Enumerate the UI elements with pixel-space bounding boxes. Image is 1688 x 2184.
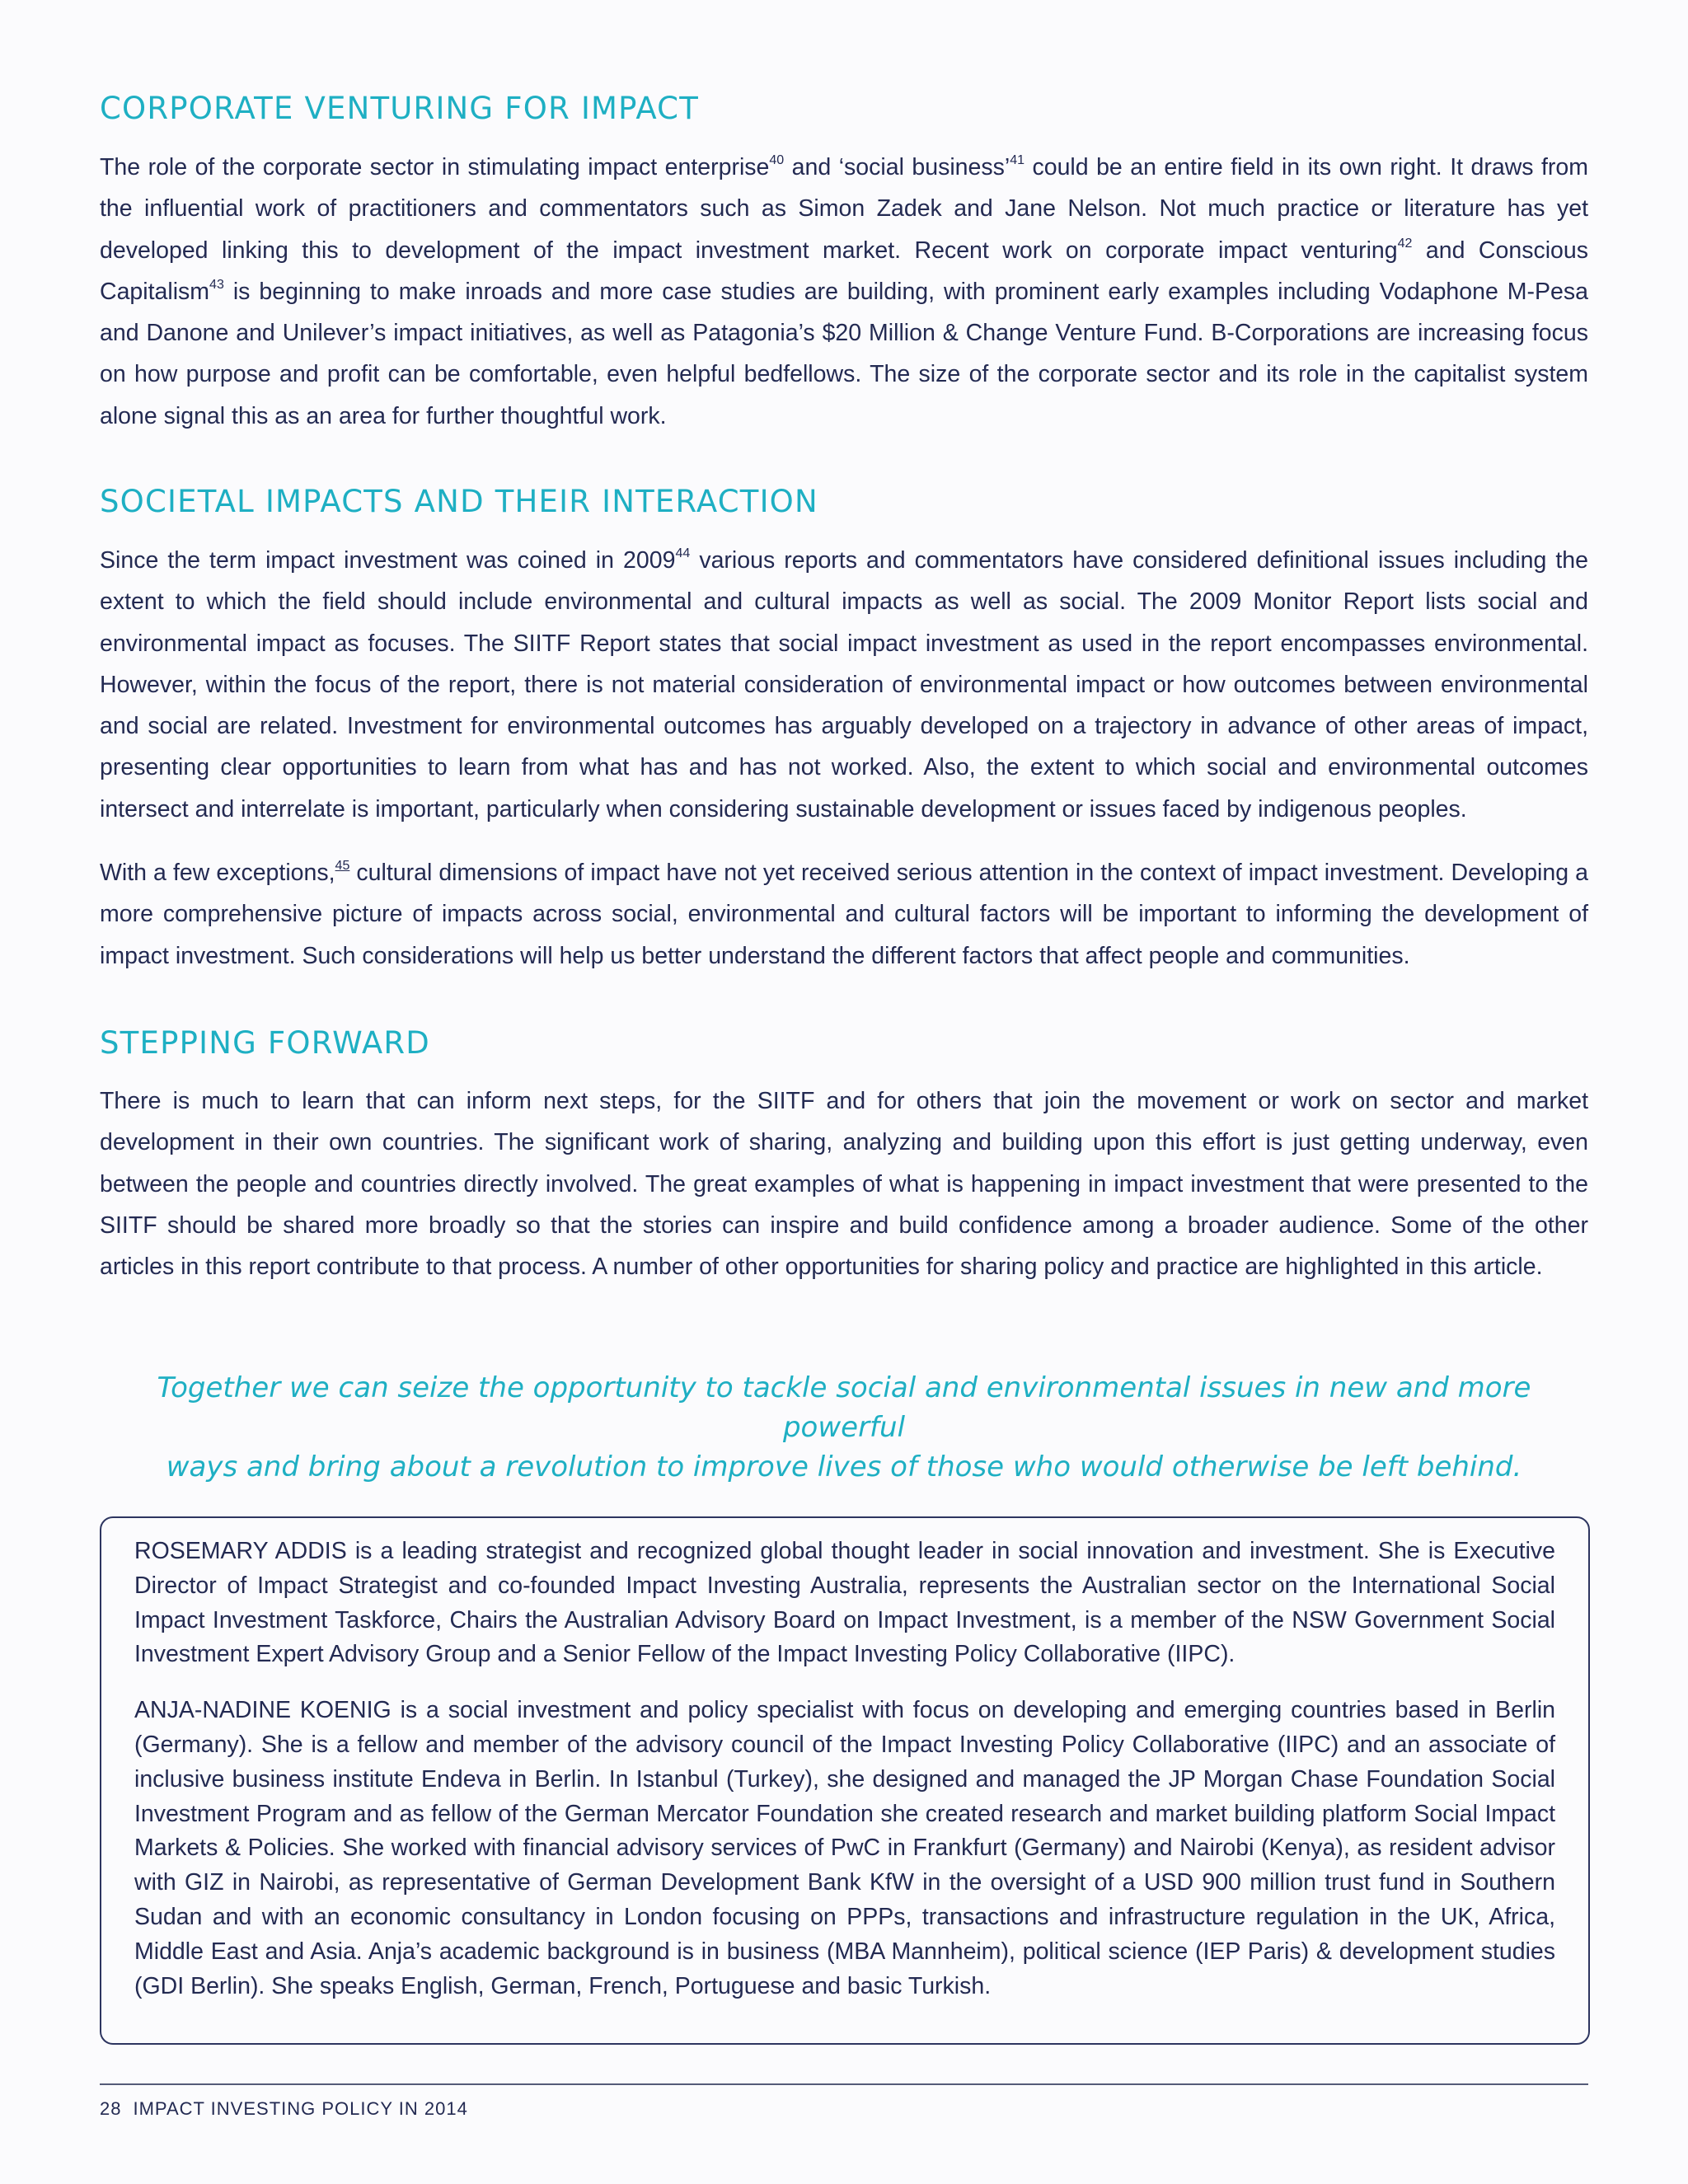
- paragraph-stepping-forward: [100, 1080, 1588, 1287]
- pull-quote-line-1: Together we can seize the opportunity to tackle social and environmental issues in new and more powerful: [157, 1371, 1531, 1444]
- section-heading-societal-impacts: SOCIETAL IMPACTS AND THEIR INTERACTION: [100, 484, 818, 519]
- section-heading-stepping-forward: STEPPING FORWARD: [100, 1025, 430, 1061]
- text-run: Since the term impact investment was coined in 2009: [100, 547, 676, 574]
- paragraph-societal-impacts-1: [100, 540, 1588, 830]
- text-run: The role of the corporate sector in stimulating impact enterprise: [100, 154, 770, 180]
- paragraph-societal-impacts-2: [100, 852, 1588, 977]
- text-run: could be an entire field in its own right. It draws from the influential work of practitioners and commentators such as Simon Zadek and Jane Nelson. Not much practice or literature has yet developed linking this to development of the impact investment market. Recent work on corporate impact venturing: [100, 154, 1588, 264]
- page-number: 28: [100, 2098, 122, 2119]
- page-footer: [100, 2098, 468, 2120]
- pull-quote: [100, 1368, 1588, 1487]
- footnote-ref[interactable]: 42: [1397, 236, 1413, 251]
- text-run: With a few exceptions,: [100, 860, 335, 886]
- author-bio-box: [100, 1516, 1590, 2045]
- text-run: and Conscious Capitalism: [100, 237, 1588, 305]
- author-bio-rosemary-addis: ROSEMARY ADDIS is a leading strategist and recognized global thought leader in social innovation and investment. She is Executive Director of Impact Strategist and co-founded Impact Investing Australia, represents the Australian sector on the International Social Impact Investment Taskforce, Chairs the Australian Advisory Board on Impact Investment, is a member of the NSW Government Social Investment Expert Advisory Group and a Senior Fellow of the Impact Investing Policy Collaborative (IIPC).: [134, 1538, 1555, 1668]
- footnote-ref[interactable]: 40: [769, 153, 785, 167]
- author-bio-anja-nadine-koenig: ANJA-NADINE KOENIG is a social investment and policy specialist with focus on developing and emerging countries based in Berlin (Germany). She is a fellow and member of the advisory council of the Impact Investing Policy Collaborative (IIPC) and an associate of inclusive business institute Endeva in Berlin. In Istanbul (Turkey), she designed and managed the JP Morgan Chase Foundation Social Investment Program and as fellow of the German Mercator Foundation she created research and market building platform Social Impact Markets & Policies. She worked with financial advisory services of PwC in Frankfurt (Germany) and Nairobi (Kenya), as resident advisor with GIZ in Nairobi, as representative of German Development Bank KfW in the oversight of a USD 900 million trust fund in Southern Sudan and with an economic consultancy in London focusing on PPPs, transactions and infrastructure regulation in the UK, Africa, Middle East and Asia. Anja’s academic background is in business (MBA Mannheim), political science (IEP Paris) & development studies (GDI Berlin). She speaks English, German, French, Portuguese and basic Turkish.: [134, 1697, 1555, 1999]
- footnote-ref[interactable]: 45: [335, 859, 350, 873]
- text-run: cultural dimensions of impact have not yet received serious attention in the context of impact investment. Developing a more comprehensive picture of impacts across social, environmental and cultural factors will be important to informing the development of impact investment. Such considerations will help us better understand the different factors that affect people and communities.: [100, 860, 1588, 969]
- section-heading-corporate-venturing: CORPORATE VENTURING FOR IMPACT: [100, 91, 700, 126]
- footnote-ref[interactable]: 43: [209, 277, 224, 292]
- paragraph-corporate-venturing: [100, 147, 1588, 437]
- text-run: is beginning to make inroads and more case studies are building, with prominent early examples including Vodaphone M-Pesa and Danone and Unilever’s impact initiatives, as well as Patagonia’s $20 Million & Change Venture Fund. B-Corporations are increasing focus on how purpose and profit can be comfortable, even helpful bedfellows. The size of the corporate sector and its role in the capitalist system alone signal this as an area for further thoughtful work.: [100, 278, 1588, 429]
- text-run: various reports and commentators have considered definitional issues including the extent to which the field should include environmental and cultural impacts as well as social. The 2009 Monitor Report lists social and environmental impact as focuses. The SIITF Report states that social impact investment as used in the report encompasses environmental. However, within the focus of the report, there is not material consideration of environmental impact or how outcomes between environmental and social are related. Investment for environmental outcomes has arguably developed on a trajectory in advance of other areas of impact, presenting clear opportunities to learn from what has and has not worked. Also, the extent to which social and environmental outcomes intersect and interrelate is important, particularly when considering sustainable development or issues faced by indigenous peoples.: [100, 547, 1588, 823]
- pull-quote-line-2: ways and bring about a revolution to improve lives of those who would otherwise be left behind.: [166, 1451, 1522, 1483]
- text-run: and ‘social business’: [784, 154, 1010, 180]
- publication-title: IMPACT INVESTING POLICY IN 2014: [133, 2098, 468, 2119]
- footnote-ref[interactable]: 41: [1010, 153, 1025, 167]
- footer-divider: [100, 2083, 1588, 2085]
- text-run: There is much to learn that can inform next steps, for the SIITF and for others that join the movement or work on sector and market development in their own countries. The significant work of sharing, analyzing and building upon this effort is just getting underway, even between the people and countries directly involved. The great examples of what is happening in impact investment that were presented to the SIITF should be shared more broadly so that the stories can inspire and build confidence among a broader audience. Some of the other articles in this report contribute to that process. A number of other opportunities for sharing policy and practice are highlighted in this article.: [100, 1088, 1588, 1281]
- footnote-ref[interactable]: 44: [675, 546, 691, 560]
